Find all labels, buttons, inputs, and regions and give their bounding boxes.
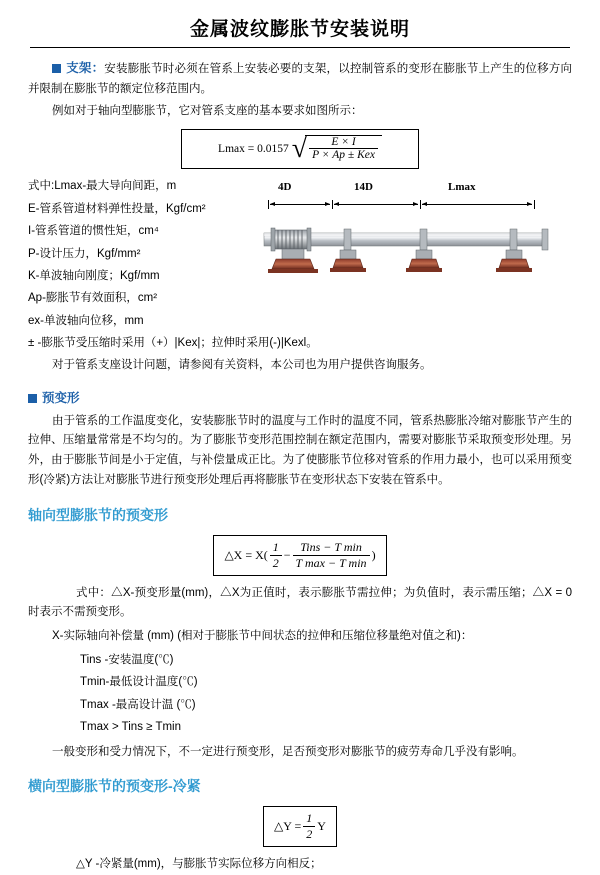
axial-formula-temp-ratio: $\frac{\text{Tins − T min}}{\text{T max − T min}}$ (293, 540, 370, 571)
dim-tick (534, 200, 535, 209)
legend-and-figure (0, 175, 600, 332)
legend-item: Ap-膨胀节有效面积，cm² (28, 292, 158, 305)
lateral-formula-half: $\frac{1}{2}$ (303, 811, 315, 842)
axial-note-1: X-实际轴向补偿量 (mm) (相对于膨胀节中间状态的拉伸和压缩位移量绝对值之和)： (52, 630, 473, 643)
axial-predeform-formula (0, 535, 600, 576)
predeform-heading: 预变形 (42, 390, 80, 405)
figure-dimension-labels (268, 181, 592, 197)
axial-note-3: Tmin-最低设计温度(℃) (80, 676, 198, 689)
axial-note-2: Tins -安装温度(℃) (80, 653, 174, 666)
bracket-closing: 对于管系支座设计问题，请参阅有关资料，本公司也为用户提供咨询服务。 (52, 359, 432, 372)
axial-formula-half: $\frac{1}{2}$ (270, 540, 282, 571)
lateral-predeform-notes (0, 855, 600, 875)
legend-item: K-单波轴向刚度；Kgf/mm (28, 269, 160, 282)
bracket-legend-tail (0, 334, 600, 376)
dim-arrow-4d (270, 204, 330, 205)
title-divider (30, 47, 570, 48)
lateral-note: △Y -冷紧量(mm)，与膨胀节实际位移方向相反； (76, 858, 322, 871)
axial-note-4: Tmax -最高设计温 (℃) (80, 698, 196, 711)
dim-tick (420, 200, 421, 209)
pipe-support-figure (250, 175, 600, 332)
lateral-predeform-formula (0, 806, 600, 847)
legend-item: 式中:Lmax-最大导向间距，m (28, 180, 177, 193)
lmax-formula-denominator: P × Ap ± Kex (312, 149, 375, 162)
document-page (0, 14, 600, 871)
dim-arrow-14d (334, 204, 418, 205)
figure-label-lmax: Lmax (448, 181, 476, 194)
axial-formula-minus: − (283, 547, 291, 562)
lmax-formula-numerator: E × I (309, 136, 378, 149)
dim-arrow-lmax (422, 204, 532, 205)
piping-schematic-svg (260, 211, 550, 289)
predeform-heading-row (28, 388, 572, 410)
lateral-predeform-heading: 横向型膨胀节的预变形-冷紧 (28, 778, 201, 795)
figure-dimension-arrows (268, 199, 592, 209)
bracket-paragraph-1: 安装膨胀节时必须在管系上安装必要的支架，以控制管系的变形在膨胀节上产生的位移方向并限制在膨胀节的额定位移范围内。 (28, 63, 572, 95)
axial-formula-lhs: △X = X( (224, 547, 268, 562)
blue-square-icon (52, 64, 61, 73)
section-bracket (0, 58, 600, 121)
legend-item: P-设计压力，Kgf/mm² (28, 247, 141, 260)
figure-label-14d: 14D (354, 181, 373, 194)
page-title: 金属波纹膨胀节安装说明 (189, 19, 410, 40)
dim-tick (332, 200, 333, 209)
blue-square-icon (28, 394, 37, 403)
sqrt-symbol: √ $\frac{E \times I}{\text{P × Ap ± Kex}}$ (292, 135, 382, 163)
axial-note-5: Tmax > Tins ≥ Tmin (80, 721, 181, 734)
axial-note-6: 一般变形和受力情况下，不一定进行预变形，足否预变形对膨胀节的疲劳寿命几乎没有影响。 (52, 745, 524, 758)
symbol-legend (0, 175, 250, 332)
lmax-formula-lhs: Lmax = 0.0157 (218, 143, 289, 156)
lateral-formula-lhs: △Y = (274, 819, 302, 834)
expansion-joint-drawing (260, 211, 596, 289)
axial-predeform-heading: 轴向型膨胀节的预变形 (28, 506, 168, 523)
predeform-paragraph: 由于管系的工作温度变化，安装膨胀节时的温度与工作时的温度不同，管系热膨胀冷缩对膨胀节产生的拉伸、压缩量常常是不均匀的。为了膨胀节变形范围控制在额定范围内，需要对膨胀节采取预变形处理。另外，由于膨胀节间是小于定值，与补偿量成正比。为了使膨胀节位移对管系的作用力最小，也可以采用预变形(冷紧)方法让对膨胀节进行预变形处理后再将膨胀节在变形状态下安装在管系中。 (28, 414, 572, 486)
axial-predeform-notes (0, 584, 600, 763)
lateral-formula-rhs: Y (317, 819, 326, 834)
bracket-paragraph-2: 例如对于轴向型膨胀节，它对管系支座的基本要求如图所示： (52, 104, 363, 117)
legend-item: I-管系管道的惯性矩，cm⁴ (28, 225, 159, 238)
bracket-heading: 支架： (66, 61, 105, 75)
legend-item: E-管系管道材料弹性投量，Kgf/cm² (28, 202, 206, 215)
axial-note-0: 式中：△X-预变形量(mm)，△X为正值时，表示膨胀节需拉伸；为负值时，表示需压缩；△X = 0时表示不需预变形。 (28, 586, 572, 619)
figure-label-4d: 4D (278, 181, 292, 194)
lmax-formula (181, 129, 419, 169)
section-predeform (0, 388, 600, 491)
legend-item-pm: ± -膨胀节受压缩时采用（+）|Kex|；拉伸时采用(-)|Kexl。 (28, 337, 318, 350)
legend-item: ex-单波轴向位移，mm (28, 314, 144, 327)
bracket-heading-row (28, 58, 572, 100)
dim-tick (268, 200, 269, 209)
axial-formula-rhs: ) (371, 547, 376, 562)
